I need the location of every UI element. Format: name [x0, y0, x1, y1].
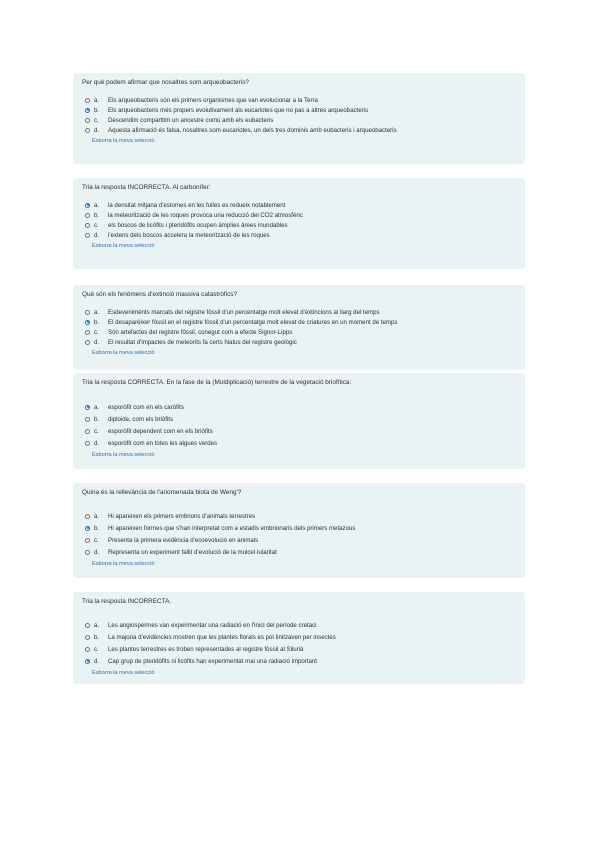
answer-option-b[interactable]: b. El desaparèixer fòssil en el registre fòssil d'un percentatge molt elevat de criatures en un moment de temps	[82, 317, 516, 327]
answer-text: Esdeveniments marcats del registre fòssil d'un percentatge molt elevat d'extincions al llarg del temps	[108, 308, 380, 316]
question-card-5	[73, 483, 525, 578]
radio-button-selected[interactable]	[85, 320, 90, 325]
radio-button[interactable]	[85, 118, 90, 123]
question-card-2	[73, 178, 525, 269]
radio-button[interactable]	[85, 128, 90, 133]
question-title: Què són els fenòmens d'extinció massiva catastròfics?	[82, 291, 238, 298]
answer-text: Hi apareixen els primers embrions d'animals terrestres	[108, 512, 256, 520]
radio-button[interactable]	[85, 223, 90, 228]
radio-button[interactable]	[85, 213, 90, 218]
answer-text: El desaparèixer fòssil en el registre fòssil d'un percentatge molt elevat de criatures en un moment de temps	[108, 318, 398, 326]
answer-text: Representa un experiment fallit d'evolució de la mulcel·lularitat	[108, 548, 277, 556]
answer-text: Els arqueobacteris més propers evolutivament als eucariotes que no pas a altres arqueobacteris	[108, 106, 369, 114]
question-title: Tria la resposta INCORRECTA.	[82, 598, 172, 605]
answer-option-a[interactable]: a. esporòfit com en els caròfits	[82, 401, 516, 413]
answer-text: esporòfit dependent com en els briòfits	[108, 427, 213, 435]
answer-text: El resultat d'impactes de meteorits fa certs hiatus del registre geològic	[108, 338, 297, 346]
answer-text: Són artefactes del registre fòssil, conegut com a efecte Signor-Lipps	[108, 328, 293, 336]
answer-option-d[interactable]: d. El resultat d'impactes de meteorits fa certs hiatus del registre geològic	[82, 337, 516, 347]
clear-selection-link[interactable]: Esborra la meva selecció	[92, 243, 155, 249]
answer-text: esporòfit com en els caròfits	[108, 403, 184, 411]
answer-option-a[interactable]: a. Hi apareixen els primers embrions d'animals terrestres	[82, 510, 516, 522]
radio-button[interactable]	[85, 514, 90, 519]
clear-selection-link[interactable]: Esborra la meva selecció	[92, 670, 155, 676]
clear-selection-link[interactable]: Esborra la meva selecció	[92, 561, 155, 567]
answer-option-c[interactable]: c. Les plantes terrestres es troben representades al registre fòssil al Silurià	[82, 643, 516, 655]
radio-button[interactable]	[85, 441, 90, 446]
radio-button[interactable]	[85, 550, 90, 555]
answer-option-a[interactable]: a. Esdeveniments marcats del registre fòssil d'un percentatge molt elevat d'extincions al llarg del temps	[82, 307, 516, 317]
question-card-3	[73, 285, 525, 370]
answer-option-d[interactable]: d. esporòfit com en totes les algues verdes	[82, 437, 516, 449]
radio-button-selected[interactable]	[85, 203, 90, 208]
clear-selection-link[interactable]: Esborra la meva selecció	[92, 138, 155, 144]
answer-text: La majoria d'evidències mostren que les plantes florals es pol·linitzaven per insectes	[108, 633, 336, 641]
answer-option-d[interactable]: d. Cap grup de pteridòfits ni licòfits han experimentat mai una radiació important	[82, 655, 516, 667]
radio-button[interactable]	[85, 340, 90, 345]
question-title: Per què podem afirmar que nosaltres som arqueobacteris?	[82, 79, 249, 86]
answer-option-c[interactable]: c. esporòfit dependent com en els briòfits	[82, 425, 516, 437]
radio-button[interactable]	[85, 538, 90, 543]
radio-button[interactable]	[85, 98, 90, 103]
radio-button[interactable]	[85, 330, 90, 335]
answer-text: esporòfit com en totes les algues verdes	[108, 439, 218, 447]
question-card-1	[73, 73, 525, 164]
answer-text: Les plantes terrestres es troben representades al registre fòssil al Silurià	[108, 645, 304, 653]
radio-button[interactable]	[85, 429, 90, 434]
clear-selection-link[interactable]: Esborra la meva selecció	[92, 350, 155, 356]
radio-button[interactable]	[85, 647, 90, 652]
answer-option-b[interactable]: b. la meteorització de les roques provoca una reducció del CO2 atmosfèric	[82, 210, 516, 220]
answer-option-c[interactable]: c. Descendim comparttim un ancestre comú amb els eubacteris	[82, 115, 516, 125]
question-title: Tria la resposta INCORRECTA. Al carbonífer:	[82, 184, 211, 191]
answer-text: Els arqueobacteris són els primers organismes que van evolucionar a la Terra	[108, 96, 318, 104]
question-card-6	[73, 592, 525, 684]
answer-option-c[interactable]: c. Són artefactes del registre fòssil, conegut com a efecte Signor-Lipps	[82, 327, 516, 337]
answer-text: la meteorització de les roques provoca una reducció del CO2 atmosfèric	[108, 211, 303, 219]
answer-option-d[interactable]: d. l'extens dels boscos accelera la meteorització de les roques	[82, 230, 516, 240]
answer-option-b[interactable]: b. Hi apareixen formes que s'han interpretat com a estadis embrionaris dels primers metazous	[82, 522, 516, 534]
question-title: Quina és la rellevància de l'anomenada biota de Weng'?	[82, 489, 242, 496]
answer-option-a[interactable]: a. Les angiospermes van experimentar una radiació en l'inici del període cretaci	[82, 619, 516, 631]
answer-text: diploide, com els briòfits	[108, 415, 174, 423]
answer-option-b[interactable]: b. La majoria d'evidències mostren que les plantes florals es pol·linitzaven per insectes	[82, 631, 516, 643]
answer-text: la densitat mitjana d'estomes en les fulles es redueix notablement	[108, 201, 286, 209]
answer-text: Descendim comparttim un ancestre comú amb els eubacteris	[108, 116, 274, 124]
radio-button[interactable]	[85, 310, 90, 315]
radio-button-selected[interactable]	[85, 526, 90, 531]
answer-text: Aquesta afirmació és falsa, nosaltres som eucariotes, un dels tres dominis amb eubacteris i arqueobacteris	[108, 126, 397, 134]
radio-button-selected[interactable]	[85, 659, 90, 664]
answer-text: els boscos de licòfits i pteridòfits ocupen àmplies àrees inundables	[108, 221, 288, 229]
radio-button-selected[interactable]	[85, 405, 90, 410]
radio-button[interactable]	[85, 233, 90, 238]
answer-option-b[interactable]: b. diploide, com els briòfits	[82, 413, 516, 425]
answer-text: Hi apareixen formes que s'han interpretat com a estadis embrionaris dels primers metazous	[108, 524, 356, 532]
clear-selection-link[interactable]: Esborra la meva selecció	[92, 452, 155, 458]
answer-option-d[interactable]: d. Aquesta afirmació és falsa, nosaltres som eucariotes, un dels tres dominis amb eubacteris i arqueobacteris	[82, 125, 516, 135]
question-title: Tria la resposta CORRECTA. En la fase de la (Muldiplicació) terrestre de la vegetació briofítica:	[82, 379, 352, 386]
question-card-4	[73, 373, 525, 469]
answer-option-a[interactable]: a. Els arqueobacteris són els primers organismes que van evolucionar a la Terra	[82, 95, 516, 105]
answer-text: Les angiospermes van experimentar una radiació en l'inici del període cretaci	[108, 621, 317, 629]
answer-text: l'extens dels boscos accelera la meteorització de les roques	[108, 231, 270, 239]
answer-option-d[interactable]: d. Representa un experiment fallit d'evolució de la mulcel·lularitat	[82, 546, 516, 558]
radio-button[interactable]	[85, 635, 90, 640]
radio-button[interactable]	[85, 417, 90, 422]
answer-option-c[interactable]: c. Presenta la primera evidència d'ecoevolució en animals	[82, 534, 516, 546]
radio-button[interactable]	[85, 623, 90, 628]
answer-option-c[interactable]: c. els boscos de licòfits i pteridòfits ocupen àmplies àrees inundables	[82, 220, 516, 230]
radio-button-selected[interactable]	[85, 108, 90, 113]
answer-text: Cap grup de pteridòfits ni licòfits han experimentat mai una radiació important	[108, 657, 317, 665]
answer-text: Presenta la primera evidència d'ecoevolució en animals	[108, 536, 259, 544]
answer-option-b[interactable]: b. Els arqueobacteris més propers evolutivament als eucariotes que no pas a altres arqueobacteris	[82, 105, 516, 115]
answer-option-a[interactable]: a. la densitat mitjana d'estomes en les fulles es redueix notablement	[82, 200, 516, 210]
